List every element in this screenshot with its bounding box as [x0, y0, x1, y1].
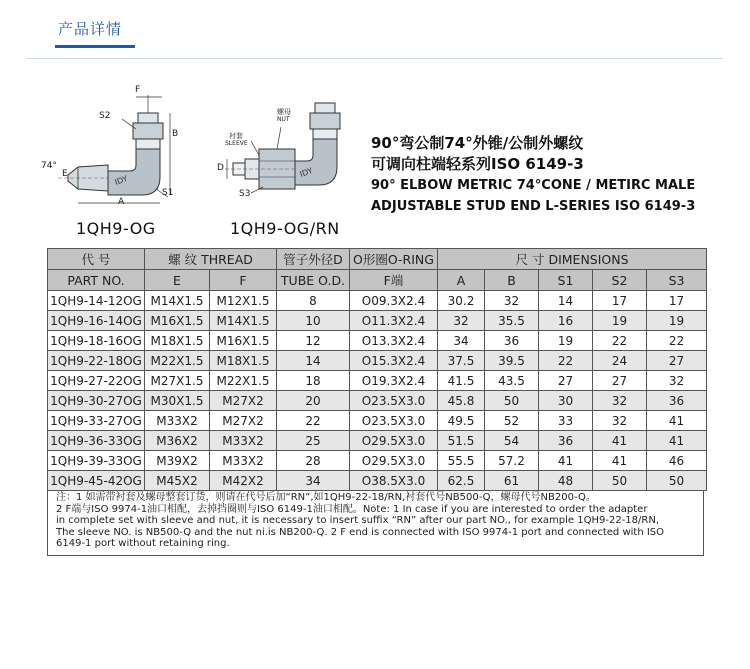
product-headline: [371, 133, 731, 217]
table-header-row-1: [48, 249, 707, 270]
table-cell: 18: [277, 371, 350, 391]
col-thread: 螺 纹 THREAD: [145, 249, 277, 270]
table-cell: 25: [277, 431, 350, 451]
table-cell: M27X2: [210, 391, 277, 411]
table-cell: 1QH9-27-22OG: [48, 371, 145, 391]
label-d: D: [217, 163, 224, 173]
table-cell: 1QH9-39-33OG: [48, 451, 145, 471]
table-cell: 34: [277, 471, 350, 491]
table-cell: 36: [539, 431, 593, 451]
col-b: B: [485, 270, 539, 291]
table-cell: 50: [647, 471, 707, 491]
table-cell: 14: [539, 291, 593, 311]
table-cell: 35.5: [485, 311, 539, 331]
table-cell: M45X2: [145, 471, 210, 491]
table-cell: 41: [539, 451, 593, 471]
table-cell: M14X1.5: [145, 291, 210, 311]
table-cell: M39X2: [145, 451, 210, 471]
elbow-rn-drawing: [215, 85, 365, 215]
table-cell: M33X2: [210, 451, 277, 471]
drawing-1qh9-og: [38, 85, 188, 215]
col-f: F: [210, 270, 277, 291]
table-cell: 50: [485, 391, 539, 411]
table-row: [48, 351, 707, 371]
table-cell: M16X1.5: [145, 311, 210, 331]
table-cell: 50: [593, 471, 647, 491]
table-cell: 27: [539, 371, 593, 391]
col-part-no: PART NO.: [48, 270, 145, 291]
table-cell: 22: [593, 331, 647, 351]
col-f-end: F端: [350, 270, 438, 291]
table-cell: M42X2: [210, 471, 277, 491]
table-cell: 33: [539, 411, 593, 431]
table-cell: O11.3X2.4: [350, 311, 438, 331]
table-cell: 41: [647, 411, 707, 431]
table-cell: 1QH9-36-33OG: [48, 431, 145, 451]
table-cell: M30X1.5: [145, 391, 210, 411]
label-a: A: [118, 197, 125, 207]
caption-1qh9-og: 1QH9-OG: [76, 219, 156, 238]
table-cell: 32: [485, 291, 539, 311]
table-cell: 1QH9-14-12OG: [48, 291, 145, 311]
table-cell: 30: [539, 391, 593, 411]
table-cell: 46: [647, 451, 707, 471]
table-cell: 19: [593, 311, 647, 331]
table-cell: 1QH9-30-27OG: [48, 391, 145, 411]
col-tube-od: TUBE O.D.: [277, 270, 350, 291]
table-cell: 1QH9-18-16OG: [48, 331, 145, 351]
table-cell: 51.5: [438, 431, 485, 451]
table-cell: O15.3X2.4: [350, 351, 438, 371]
notes: [47, 490, 704, 556]
table-cell: 55.5: [438, 451, 485, 471]
table-row: [48, 331, 707, 351]
table-cell: M33X2: [210, 431, 277, 451]
active-tab-underline: [55, 45, 135, 48]
label-s3: S3: [239, 189, 251, 199]
table-cell: M36X2: [145, 431, 210, 451]
table-cell: 32: [593, 411, 647, 431]
table-cell: 30.2: [438, 291, 485, 311]
table-cell: M27X1.5: [145, 371, 210, 391]
note-line-4: The sleeve NO. is NB500-Q and the nut ni.is NB200-Q. 2 F end is connected with ISO 9974-1 port and connected with ISO: [56, 526, 665, 538]
table-cell: 41.5: [438, 371, 485, 391]
label-nut-cn: 螺母: [277, 108, 291, 116]
table-cell: 41: [593, 431, 647, 451]
table-cell: 19: [647, 311, 707, 331]
table-cell: 27: [593, 371, 647, 391]
table-cell: 36: [485, 331, 539, 351]
table-cell: O38.5X3.0: [350, 471, 438, 491]
note-line-1: 注：1 如需带衬套及螺母整套订货，则请在代号后加“RN”,如1QH9-22-18/RN,衬套代号NB500-Q，螺母代号NB200-Q。: [56, 492, 596, 503]
col-s1: S1: [539, 270, 593, 291]
page-header: [0, 0, 750, 60]
table-cell: 49.5: [438, 411, 485, 431]
table-cell: 22: [539, 351, 593, 371]
table-cell: M12X1.5: [210, 291, 277, 311]
table-cell: 19: [539, 331, 593, 351]
caption-1qh9-og-rn: 1QH9-OG/RN: [230, 219, 340, 238]
table-cell: O29.5X3.0: [350, 451, 438, 471]
table-cell: O19.3X2.4: [350, 371, 438, 391]
table-cell: M33X2: [145, 411, 210, 431]
table-cell: M18X1.5: [210, 351, 277, 371]
table-row: [48, 451, 707, 471]
table-cell: 32: [593, 391, 647, 411]
col-tube: 管子外径D: [277, 249, 350, 270]
table-cell: 48: [539, 471, 593, 491]
svg-text:IDY: IDY: [298, 165, 314, 179]
table-cell: 1QH9-22-18OG: [48, 351, 145, 371]
table-cell: 14: [277, 351, 350, 371]
col-a: A: [438, 270, 485, 291]
note-line-3: in complete set with sleeve and nut, it is necessary to insert suffix “RN” after our part NO., for example 1QH9-22-18/RN,: [56, 515, 660, 526]
table-cell: 39.5: [485, 351, 539, 371]
table-cell: 1QH9-16-14OG: [48, 311, 145, 331]
table-cell: 10: [277, 311, 350, 331]
col-dimensions: 尺 寸 DIMENSIONS: [438, 249, 707, 270]
note-line-2: 2 F端与ISO 9974-1油口相配，去掉挡圈则与ISO 6149-1油口相配。Note: 1 In case if you are interested to order the adapter: [56, 503, 648, 515]
headline-en-2: ADJUSTABLE STUD END L-SERIES ISO 6149-3: [371, 199, 696, 214]
table-cell: M14X1.5: [210, 311, 277, 331]
label-s2: S2: [99, 111, 111, 121]
table-cell: 28: [277, 451, 350, 471]
note-line-5: 6149-1 port without retaining ring.: [56, 538, 230, 549]
table-cell: 57.2: [485, 451, 539, 471]
table-cell: 17: [647, 291, 707, 311]
table-cell: 45.8: [438, 391, 485, 411]
table-cell: 22: [277, 411, 350, 431]
table-cell: 17: [593, 291, 647, 311]
table-cell: 62.5: [438, 471, 485, 491]
table-cell: M27X2: [210, 411, 277, 431]
table-cell: M18X1.5: [145, 331, 210, 351]
label-e: E: [62, 169, 68, 179]
label-sleeve-cn: 衬套: [229, 132, 243, 140]
table-cell: 61: [485, 471, 539, 491]
label-s1: S1: [162, 188, 174, 198]
table-cell: 32: [647, 371, 707, 391]
table-cell: 1QH9-45-42OG: [48, 471, 145, 491]
col-oring: O形圈O-RING: [350, 249, 438, 270]
table-row: [48, 431, 707, 451]
col-s3: S3: [647, 270, 707, 291]
table-cell: O29.5X3.0: [350, 431, 438, 451]
table-body: [48, 291, 707, 491]
table-cell: 54: [485, 431, 539, 451]
headline-cn-2: 可调向柱端轻系列ISO 6149-3: [371, 155, 584, 173]
table-cell: 52: [485, 411, 539, 431]
col-s2: S2: [593, 270, 647, 291]
table-cell: 8: [277, 291, 350, 311]
table-header-row-2: [48, 270, 707, 291]
headline-cn-1: 90°弯公制74°外锥/公制外螺纹: [371, 134, 584, 152]
label-angle: 74°: [41, 161, 57, 171]
section-tab-product-details[interactable]: 产品详情: [58, 20, 123, 38]
table-row: [48, 411, 707, 431]
table-row: [48, 291, 707, 311]
table-row: [48, 471, 707, 491]
table-cell: M22X1.5: [210, 371, 277, 391]
col-e: E: [145, 270, 210, 291]
table-cell: O23.5X3.0: [350, 411, 438, 431]
table-cell: 27: [647, 351, 707, 371]
table-cell: 43.5: [485, 371, 539, 391]
drawing-1qh9-og-rn: [215, 85, 365, 215]
table-cell: O13.3X2.4: [350, 331, 438, 351]
label-b: B: [172, 129, 179, 139]
label-sleeve: SLEEVE: [225, 140, 248, 147]
header-divider: [27, 58, 723, 59]
table-cell: 12: [277, 331, 350, 351]
table-cell: 36: [647, 391, 707, 411]
label-nut: NUT: [277, 116, 290, 123]
table-cell: 22: [647, 331, 707, 351]
headline-en-1: 90° ELBOW METRIC 74°CONE / METIRC MALE: [371, 178, 696, 193]
table-row: [48, 311, 707, 331]
table-cell: 34: [438, 331, 485, 351]
spec-table: [47, 248, 707, 491]
table-cell: 41: [593, 451, 647, 471]
table-cell: 16: [539, 311, 593, 331]
table-cell: 32: [438, 311, 485, 331]
svg-text:IDY: IDY: [113, 173, 129, 187]
table-cell: M16X1.5: [210, 331, 277, 351]
table-cell: 1QH9-33-27OG: [48, 411, 145, 431]
table-cell: O23.5X3.0: [350, 391, 438, 411]
table-row: [48, 391, 707, 411]
table-cell: O09.3X2.4: [350, 291, 438, 311]
table-cell: 20: [277, 391, 350, 411]
table-row: [48, 371, 707, 391]
table-cell: 41: [647, 431, 707, 451]
label-f: F: [135, 85, 141, 95]
col-code: 代 号: [48, 249, 145, 270]
table-cell: 24: [593, 351, 647, 371]
table-cell: 37.5: [438, 351, 485, 371]
table-cell: M22X1.5: [145, 351, 210, 371]
